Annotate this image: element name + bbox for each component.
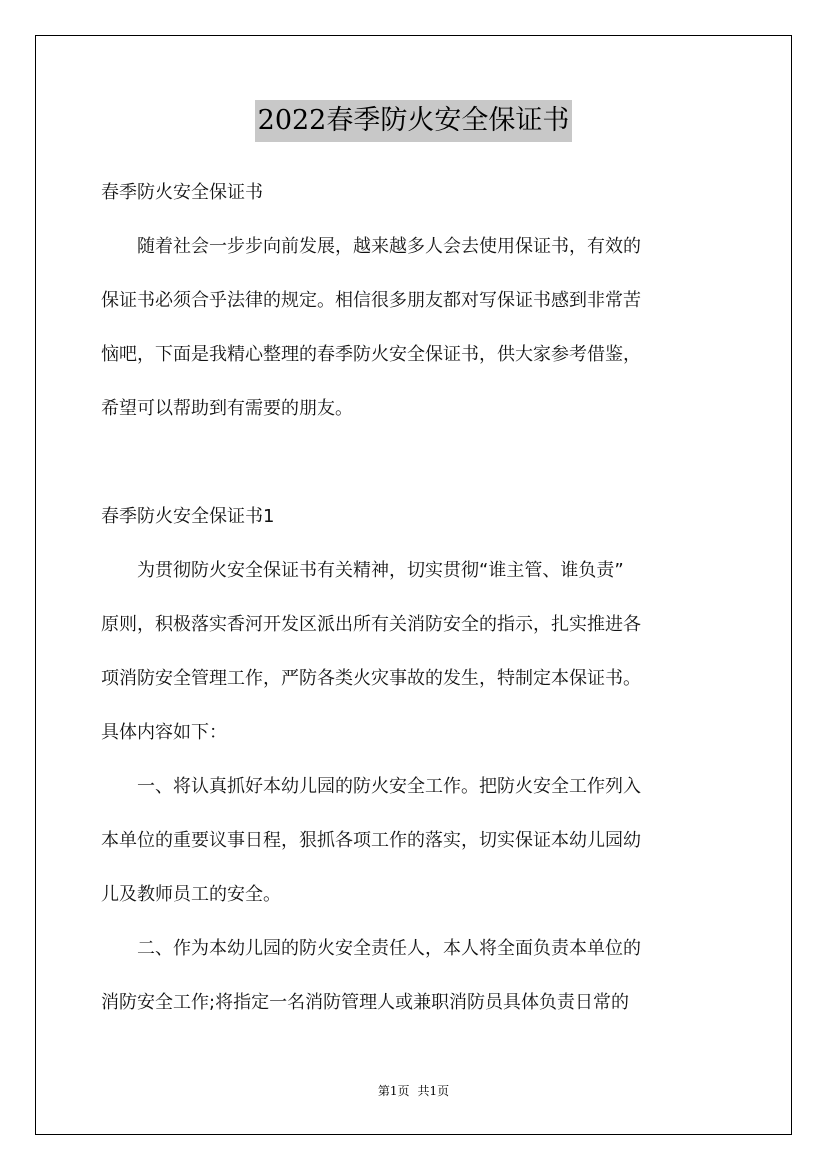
text-line: 原则，积极落实香河开发区派出所有关消防安全的指示，扎实推进各 [101,614,641,635]
text-line: 春季防火安全保证书 [101,182,263,203]
text-line: 本单位的重要议事日程，狠抓各项工作的落实，切实保证本幼儿园幼 [101,830,641,851]
text-line: 一、将认真抓好本幼儿园的防火安全工作。把防火安全工作列入 [101,776,641,797]
page-footer [0,1082,827,1099]
text-line: 消防安全工作;将指定一名消防管理人或兼职消防员具体负责日常的 [101,992,630,1013]
title-container [0,100,827,142]
text-line: 随着社会一步步向前发展，越来越多人会去使用保证书，有效的 [101,236,641,257]
page-number: 第1页 [377,1084,410,1098]
text-line: 恼吧，下面是我精心整理的春季防火安全保证书，供大家参考借鉴， [101,344,641,365]
text-line: 为贯彻防火安全保证书有关精神，切实贯彻“谁主管、谁负责” [101,560,624,581]
page-total: 共1页 [417,1084,450,1098]
text-line: 春季防火安全保证书1 [101,506,275,527]
document-title: 2022春季防火安全保证书 [255,100,573,142]
text-line: 项消防安全管理工作，严防各类火灾事故的发生，特制定本保证书。 [101,668,641,689]
text-line: 儿及教师员工的安全。 [101,884,281,905]
text-line: 希望可以帮助到有需要的朋友。 [101,398,353,419]
text-line: 保证书必须合乎法律的规定。相信很多朋友都对写保证书感到非常苦 [101,290,641,311]
text-line: 具体内容如下： [101,722,227,743]
text-line: 二、作为本幼儿园的防火安全责任人，本人将全面负责本单位的 [101,938,641,959]
